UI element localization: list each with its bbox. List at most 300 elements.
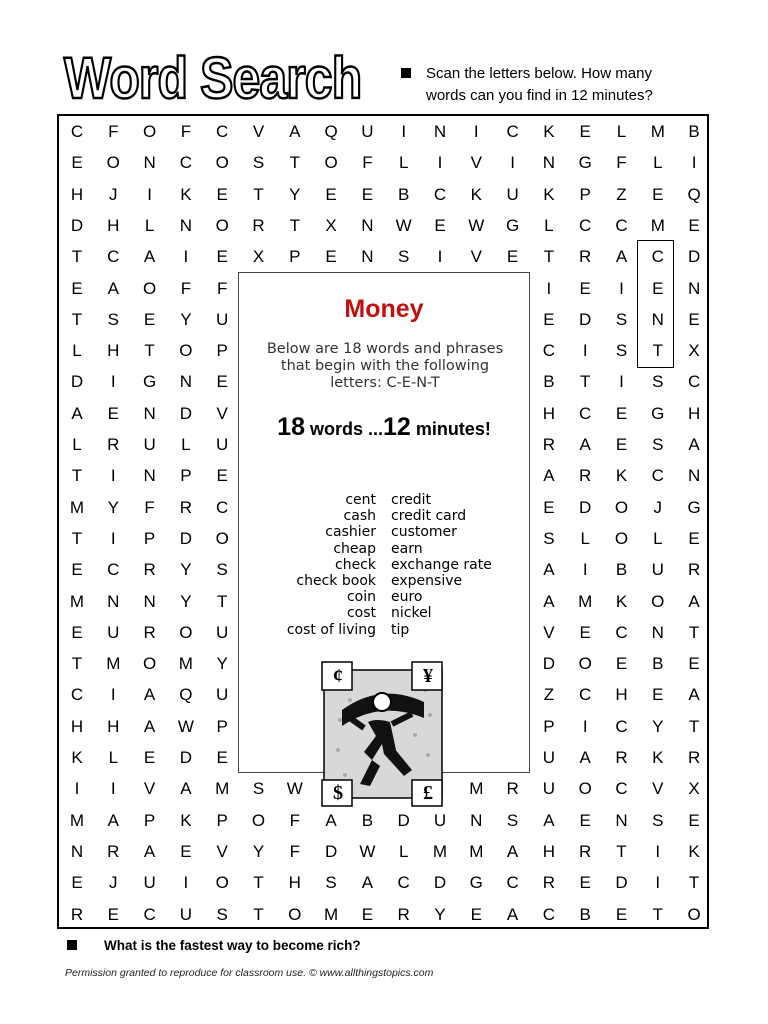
word-list-item: customer xyxy=(391,524,457,541)
grid-letter: I xyxy=(619,372,624,392)
grid-letter: S xyxy=(652,372,664,392)
grid-letter: C xyxy=(70,685,84,705)
grid-letter: B xyxy=(361,810,374,830)
grid-letter: Q xyxy=(324,122,338,141)
grid-letter: K xyxy=(543,122,555,141)
grid-letter: R xyxy=(542,873,556,893)
dollar-sign-icon: $ xyxy=(333,782,343,804)
grid-letter: I xyxy=(437,153,443,173)
grid-letter: T xyxy=(289,153,300,173)
grid-letter: Q xyxy=(687,184,701,204)
grid-letter: T xyxy=(71,654,83,674)
grid-letter: E xyxy=(579,810,591,830)
grid-letter: D xyxy=(687,247,701,267)
grid-letter: A xyxy=(361,873,374,893)
grid-letter: T xyxy=(579,372,591,392)
grid-letter: F xyxy=(362,153,373,173)
grid-letter: S xyxy=(252,153,265,173)
grid-letter: I xyxy=(619,278,624,298)
grid-letter: U xyxy=(216,309,229,329)
grid-letter: U xyxy=(143,873,156,893)
grid-letter: V xyxy=(470,153,482,173)
minute-count: 12 xyxy=(383,413,411,441)
grid-letter: E xyxy=(107,403,119,423)
grid-letter: N xyxy=(179,372,193,392)
grid-letter: L xyxy=(72,435,82,454)
grid-letter: R xyxy=(579,841,592,861)
grid-letter: I xyxy=(110,466,116,486)
grid-letter: G xyxy=(651,403,665,423)
grid-letter: A xyxy=(107,810,119,830)
grid-letter: O xyxy=(687,904,701,924)
words-text: words ... xyxy=(304,419,383,439)
grid-letter: U xyxy=(542,748,556,767)
grid-letter: B xyxy=(688,122,700,141)
word-list-item: cost of living xyxy=(286,621,376,638)
grid-letter: V xyxy=(143,779,156,799)
grid-letter: K xyxy=(615,466,628,486)
puzzle-description-line: Below are 18 words and phrases xyxy=(266,341,504,357)
grid-letter: A xyxy=(325,810,337,830)
grid-letter: S xyxy=(107,309,119,329)
grid-letter: A xyxy=(543,591,555,611)
grid-letter: Y xyxy=(216,654,228,674)
grid-letter: V xyxy=(216,403,228,423)
grid-letter: A xyxy=(688,591,700,611)
grid-letter: H xyxy=(107,341,120,361)
grid-letter: P xyxy=(216,716,228,736)
grid-letter: O xyxy=(142,122,157,141)
grid-letter: T xyxy=(543,247,555,267)
grid-letter: U xyxy=(542,779,556,799)
pound-sign-icon: £ xyxy=(423,782,433,804)
grid-letter: C xyxy=(615,622,628,642)
grid-letter: L xyxy=(580,528,590,548)
grid-letter: C xyxy=(70,122,84,141)
grid-letter: U xyxy=(216,685,229,705)
grid-letter: E xyxy=(579,122,591,141)
grid-letter: I xyxy=(473,122,479,141)
grid-letter: E xyxy=(615,904,628,924)
grid-letter: F xyxy=(180,278,192,298)
grid-letter: S xyxy=(615,341,628,361)
word-list-right xyxy=(391,492,492,638)
grid-letter: I xyxy=(183,247,189,267)
grid-letter: E xyxy=(688,215,700,235)
grid-letter: N xyxy=(361,247,374,267)
grid-letter: T xyxy=(216,591,228,611)
grid-letter: Y xyxy=(289,184,301,204)
grid-letter: S xyxy=(506,810,519,830)
grid-letter: B xyxy=(579,904,591,924)
grid-letter: T xyxy=(289,215,300,235)
grid-letter: W xyxy=(468,215,485,235)
grid-letter: C xyxy=(542,904,556,924)
grid-letter: P xyxy=(180,466,192,486)
word-list-item: check book xyxy=(296,573,376,590)
grid-letter: A xyxy=(143,685,156,705)
puzzle-description xyxy=(249,341,521,392)
grid-letter: M xyxy=(178,654,193,674)
grid-letter: N xyxy=(542,153,556,173)
grid-letter: I xyxy=(691,153,697,173)
grid-letter: E xyxy=(506,247,519,267)
grid-letter: N xyxy=(687,278,701,298)
grid-letter: C xyxy=(506,122,519,141)
grid-letter: R xyxy=(107,841,120,861)
grid-letter: C xyxy=(651,247,664,267)
grid-letter: N xyxy=(143,403,156,423)
grid-letter: R xyxy=(506,779,519,799)
grid-letter: E xyxy=(652,278,664,298)
grid-letter: I xyxy=(582,560,588,580)
grid-letter: K xyxy=(688,841,700,861)
grid-letter: M xyxy=(650,215,665,235)
grid-letter: T xyxy=(253,904,264,924)
grid-letter: I xyxy=(655,841,661,861)
grid-letter: G xyxy=(142,372,157,392)
grid-letter: U xyxy=(651,560,664,580)
grid-letter: V xyxy=(216,841,228,861)
grid-letter: A xyxy=(615,247,628,267)
grid-letter: B xyxy=(398,184,410,204)
grid-letter: L xyxy=(398,841,409,861)
grid-letter: N xyxy=(433,122,447,141)
puzzle-description-line: letters: C-E-N-T xyxy=(330,375,440,391)
grid-letter: Z xyxy=(543,685,555,705)
grid-letter: F xyxy=(289,841,300,861)
grid-letter: E xyxy=(107,904,119,924)
grid-letter: W xyxy=(395,215,412,235)
grid-letter: T xyxy=(71,466,83,486)
minutes-text: minutes! xyxy=(410,419,491,439)
grid-letter: E xyxy=(71,153,83,173)
grid-letter: A xyxy=(543,560,555,580)
grid-letter: N xyxy=(107,591,120,611)
grid-letter: E xyxy=(71,278,83,298)
cent-highlight-box xyxy=(637,240,674,368)
grid-letter: W xyxy=(286,779,303,799)
grid-letter: N xyxy=(143,153,156,173)
grid-letter: E xyxy=(615,435,628,454)
grid-letter: C xyxy=(615,215,628,235)
grid-letter: K xyxy=(180,184,192,204)
grid-letter: X xyxy=(688,341,700,361)
grid-letter: D xyxy=(579,309,592,329)
grid-letter: E xyxy=(543,497,555,517)
question-bullet-icon xyxy=(67,940,77,950)
grid-letter: Y xyxy=(434,904,446,924)
grid-letter: M xyxy=(650,122,665,141)
grid-letter: R xyxy=(615,748,628,767)
grid-letter: R xyxy=(687,560,701,580)
grid-letter: C xyxy=(107,560,120,580)
grid-letter: E xyxy=(652,184,664,204)
word-list-item: check xyxy=(335,556,376,573)
grid-letter: L xyxy=(653,153,663,173)
grid-letter: N xyxy=(687,466,701,486)
permission-footer: Permission granted to reproduce for classroom use. © www.allthingstopics.com xyxy=(65,967,434,979)
grid-letter: L xyxy=(616,122,627,141)
grid-letter: E xyxy=(543,309,555,329)
grid-letter: D xyxy=(179,403,193,423)
grid-letter: Y xyxy=(652,716,664,736)
grid-letter: D xyxy=(433,873,447,893)
grid-letter: F xyxy=(216,278,228,298)
grid-letter: T xyxy=(144,341,155,361)
grid-letter: C xyxy=(433,184,447,204)
grid-letter: Y xyxy=(180,560,192,580)
grid-letter: K xyxy=(180,810,192,830)
grid-letter: C xyxy=(579,685,592,705)
grid-letter: O xyxy=(251,810,266,830)
grid-letter: E xyxy=(325,184,337,204)
grid-letter: E xyxy=(615,654,628,674)
grid-letter: S xyxy=(216,560,228,580)
puzzle-description-line: that begin with the following xyxy=(280,358,490,374)
grid-letter: R xyxy=(70,904,84,924)
grid-letter: E xyxy=(216,247,228,267)
grid-letter: M xyxy=(324,904,339,924)
grid-letter: I xyxy=(582,341,588,361)
grid-letter: X xyxy=(688,779,700,799)
grid-letter: D xyxy=(615,873,628,893)
grid-letter: Y xyxy=(107,497,119,517)
grid-letter: U xyxy=(179,904,193,924)
grid-letter: S xyxy=(398,247,410,267)
word-list-item: cheap xyxy=(333,540,376,557)
grid-letter: D xyxy=(542,654,556,674)
grid-letter: H xyxy=(107,215,120,235)
word-list-item: cent xyxy=(345,492,376,508)
grid-letter: R xyxy=(397,904,410,924)
grid-letter: C xyxy=(397,873,410,893)
grid-letter: R xyxy=(542,435,556,454)
grid-letter: C xyxy=(542,341,556,361)
grid-letter: C xyxy=(651,466,664,486)
grid-letter: X xyxy=(252,247,265,267)
grid-letter: G xyxy=(687,497,701,517)
grid-letter: A xyxy=(688,435,700,454)
grid-letter: R xyxy=(687,748,701,767)
grid-letter: D xyxy=(179,528,193,548)
grid-letter: E xyxy=(688,654,700,674)
grid-letter: P xyxy=(289,247,301,267)
grid-letter: S xyxy=(325,873,337,893)
grid-letter: O xyxy=(179,341,193,361)
grid-letter: E xyxy=(143,748,156,767)
word-list-left xyxy=(287,492,376,638)
grid-letter: D xyxy=(70,372,84,392)
grid-letter: N xyxy=(179,215,193,235)
grid-letter: P xyxy=(143,528,156,548)
grid-letter: E xyxy=(71,622,83,642)
grid-letter: O xyxy=(142,278,157,298)
grid-letter: A xyxy=(579,748,591,767)
grid-letter: V xyxy=(252,122,265,141)
grid-letter: E xyxy=(216,184,228,204)
grid-letter: H xyxy=(70,184,84,204)
grid-letter: I xyxy=(510,153,515,173)
grid-letter: O xyxy=(179,622,193,642)
grid-letter: C xyxy=(506,873,519,893)
grid-letter: Y xyxy=(180,309,192,329)
grid-letter: E xyxy=(361,904,374,924)
grid-letter: R xyxy=(579,466,592,486)
grid-letter: S xyxy=(252,779,265,799)
instruction-line-1: Scan the letters below. How many xyxy=(426,65,652,82)
grid-letter: A xyxy=(688,685,700,705)
grid-letter: E xyxy=(579,278,591,298)
puzzle-title: Money xyxy=(344,295,424,323)
grid-letter: T xyxy=(688,873,700,893)
word-count: 18 xyxy=(277,413,305,441)
grid-letter: O xyxy=(215,873,229,893)
grid-letter: S xyxy=(543,528,555,548)
grid-letter: T xyxy=(253,873,264,893)
grid-letter: A xyxy=(180,779,192,799)
grid-letter: E xyxy=(71,560,83,580)
grid-letter: H xyxy=(70,716,84,736)
grid-letter: T xyxy=(688,622,700,642)
grid-letter: H xyxy=(288,873,301,893)
grid-letter: C xyxy=(579,403,592,423)
grid-letter: V xyxy=(652,779,664,799)
instructions xyxy=(426,63,726,107)
grid-letter: M xyxy=(69,810,85,830)
grid-letter: E xyxy=(688,309,700,329)
grid-letter: H xyxy=(542,841,556,861)
grid-letter: O xyxy=(215,528,229,548)
grid-letter: C xyxy=(216,122,229,141)
grid-letter: P xyxy=(216,341,228,361)
grid-letter: N xyxy=(70,841,84,861)
grid-letter: C xyxy=(687,372,701,392)
grid-letter: M xyxy=(215,779,230,799)
word-list-item: nickel xyxy=(391,605,432,622)
grid-letter: M xyxy=(578,591,593,611)
grid-letter: I xyxy=(546,278,552,298)
grid-letter: O xyxy=(215,215,229,235)
grid-letter: A xyxy=(143,841,156,861)
word-list-item: tip xyxy=(391,621,410,638)
grid-letter: K xyxy=(71,748,83,767)
grid-letter: O xyxy=(578,779,592,799)
grid-letter: D xyxy=(179,748,193,767)
grid-letter: E xyxy=(652,685,664,705)
grid-letter: X xyxy=(325,215,337,235)
grid-letter: P xyxy=(143,810,156,830)
grid-letter: P xyxy=(216,810,228,830)
grid-letter: R xyxy=(579,247,592,267)
grid-letter: S xyxy=(216,904,228,924)
grid-letter: Q xyxy=(179,685,193,705)
grid-letter: L xyxy=(653,528,663,548)
grid-letter: F xyxy=(144,497,155,517)
grid-letter: I xyxy=(110,685,116,705)
grid-letter: I xyxy=(437,247,443,267)
grid-letter: L xyxy=(108,748,119,767)
grid-letter: J xyxy=(109,873,118,893)
word-list-item: exchange rate xyxy=(391,556,492,573)
grid-letter: O xyxy=(651,591,665,611)
grid-letter: T xyxy=(71,247,83,267)
grid-letter: V xyxy=(543,622,555,642)
grid-letter: M xyxy=(469,779,484,799)
grid-letter: Y xyxy=(252,841,265,861)
grid-letter: P xyxy=(579,184,591,204)
grid-letter: O xyxy=(288,904,302,924)
grid-letter: V xyxy=(470,247,482,267)
word-list-item: credit card xyxy=(391,508,467,525)
grid-letter: L xyxy=(72,341,82,361)
grid-letter: E xyxy=(434,215,446,235)
grid-letter: S xyxy=(615,309,628,329)
grid-letter: C xyxy=(107,247,120,267)
grid-letter: H xyxy=(615,685,628,705)
grid-letter: J xyxy=(653,497,663,517)
grid-letter: L xyxy=(144,215,155,235)
grid-letter: N xyxy=(651,309,664,329)
grid-letter: E xyxy=(361,184,374,204)
grid-letter: F xyxy=(289,810,300,830)
grid-letter: L xyxy=(181,435,191,454)
grid-letter: K xyxy=(615,591,628,611)
grid-letter: L xyxy=(398,153,409,173)
word-list-item: expensive xyxy=(391,573,463,590)
grid-letter: N xyxy=(143,466,156,486)
yen-sign-icon: ¥ xyxy=(423,665,433,687)
grid-letter: U xyxy=(143,435,156,454)
grid-letter: O xyxy=(106,153,120,173)
grid-letter: D xyxy=(397,810,410,830)
grid-letter: N xyxy=(143,591,156,611)
instruction-bullet-icon xyxy=(401,68,411,78)
grid-letter: E xyxy=(180,841,192,861)
grid-letter: M xyxy=(69,497,85,517)
grid-letter: U xyxy=(216,435,229,454)
grid-letter: C xyxy=(143,904,156,924)
grid-letter: C xyxy=(216,497,229,517)
grid-letter: N xyxy=(470,810,483,830)
grid-letter: E xyxy=(325,247,337,267)
grid-letter: E xyxy=(216,372,228,392)
grid-letter: R xyxy=(143,622,156,642)
page-title: Word Search xyxy=(64,46,362,111)
grid-letter: F xyxy=(108,122,119,141)
grid-letter: H xyxy=(687,403,701,423)
instruction-line-2: words can you find in 12 minutes? xyxy=(426,87,653,104)
grid-letter: C xyxy=(579,215,592,235)
grid-letter: A xyxy=(289,122,301,141)
grid-letter: O xyxy=(614,528,629,548)
grid-letter: G xyxy=(505,215,520,235)
grid-letter: U xyxy=(433,810,447,830)
grid-letter: A xyxy=(143,716,156,736)
grid-letter: B xyxy=(615,560,628,580)
grid-letter: R xyxy=(179,497,193,517)
bonus-question: What is the fastest way to become rich? xyxy=(104,938,361,953)
grid-letter: D xyxy=(324,841,338,861)
grid-letter: D xyxy=(70,215,84,235)
grid-letter: I xyxy=(110,779,116,799)
time-challenge xyxy=(239,413,529,442)
grid-letter: D xyxy=(579,497,592,517)
grid-letter: A xyxy=(506,841,519,861)
grid-letter: F xyxy=(180,122,192,141)
grid-letter: T xyxy=(71,309,83,329)
grid-letter: G xyxy=(578,153,592,173)
